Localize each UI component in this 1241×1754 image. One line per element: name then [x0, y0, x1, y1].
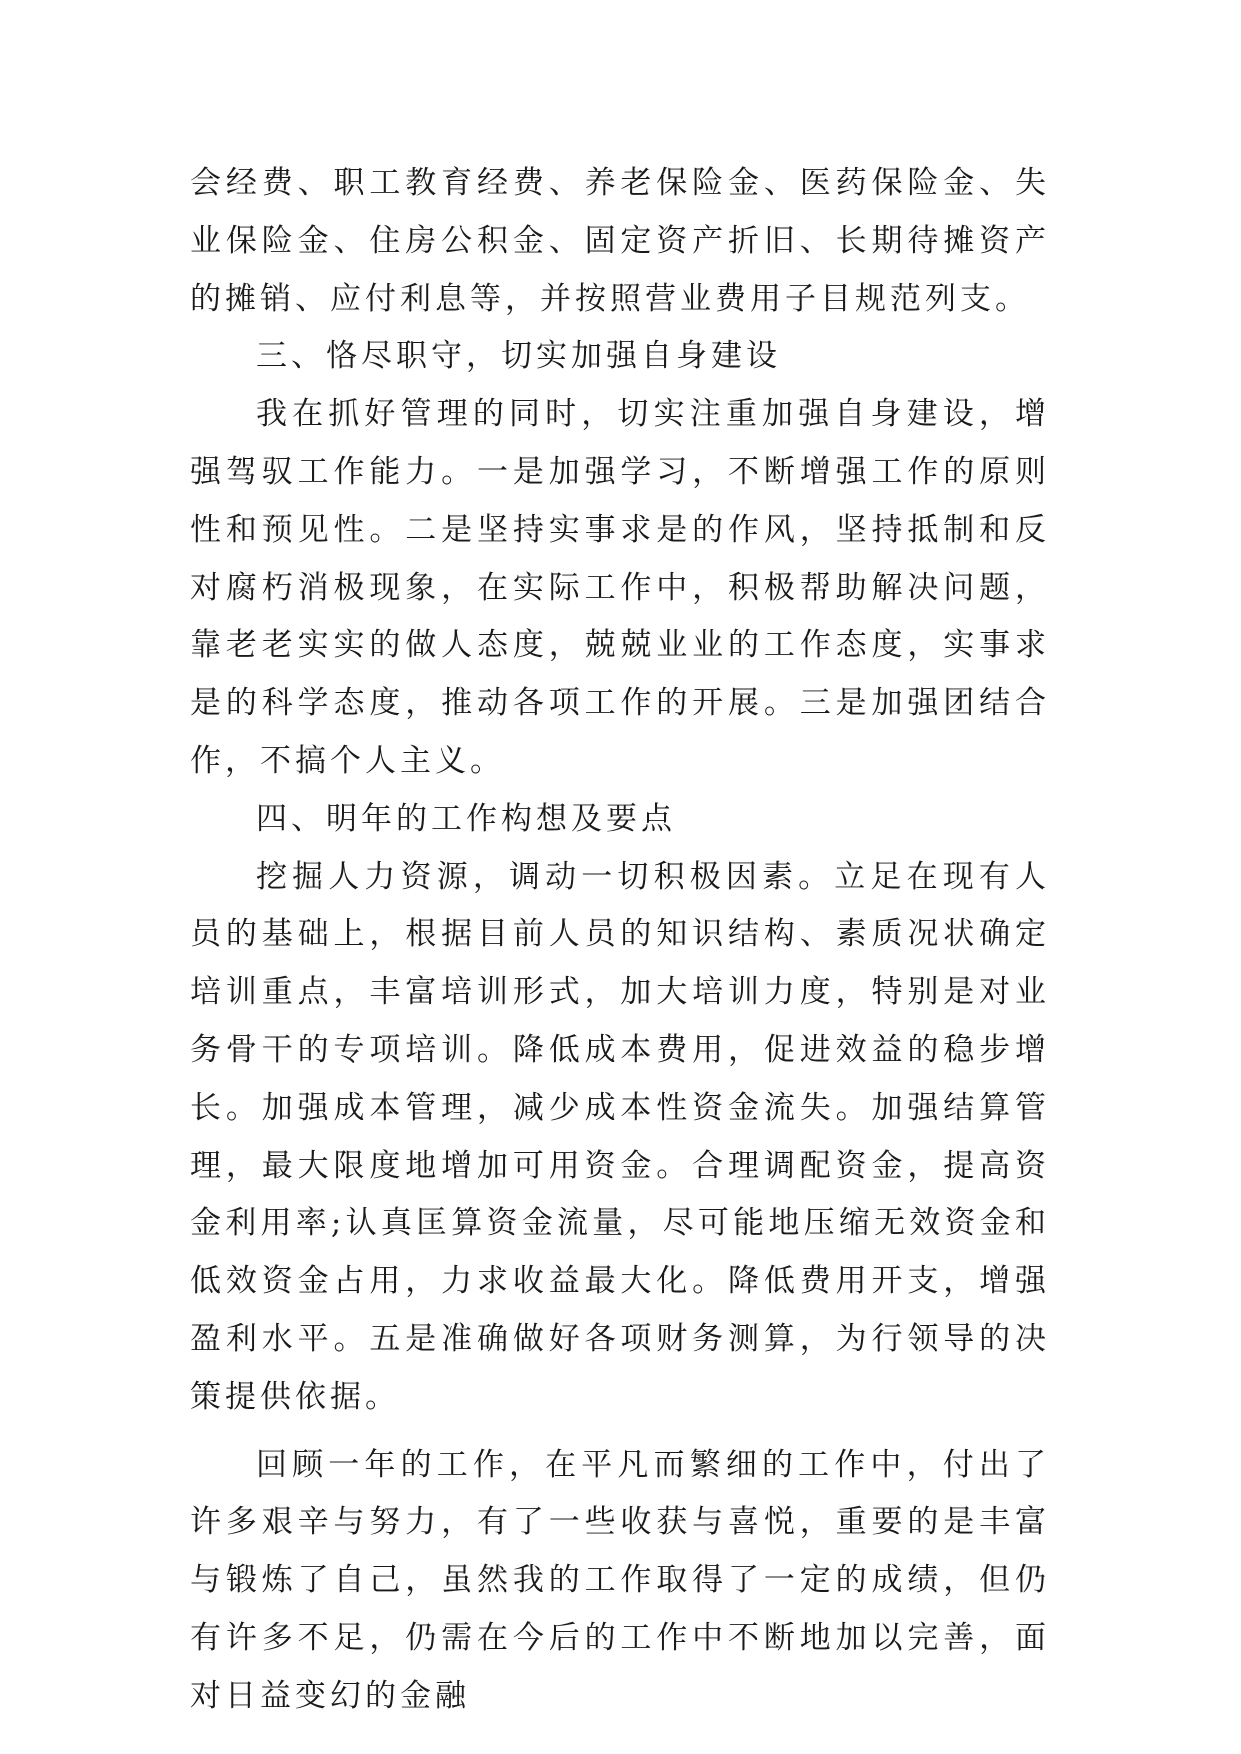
paragraph-review: 回顾一年的工作，在平凡而繁细的工作中，付出了许多艰辛与努力，有了一些收获与喜悦，重要的是丰富与锻炼了自己，虽然我的工作取得了一定的成绩，但仍有许多不足，仍需在今后的工作中不断地加以完善，面对日益变幻的金融: [190, 1446, 1050, 1714]
paragraph-continuation: 会经费、职工教育经费、养老保险金、医药保险金、失业保险金、住房公积金、固定资产折旧、长期待摊资产的摊销、应付利息等，并按照营业费用子目规范列支。: [190, 165, 1050, 317]
paragraph-self-development: 我在抓好管理的同时，切实注重加强自身建设，增强驾驭工作能力。一是加强学习，不断增强工作的原则性和预见性。二是坚持实事求是的作风，坚持抵制和反对腐朽消极现象，在实际工作中，积极帮助解决问题，靠老老实实的做人态度，兢兢业业的工作态度，实事求是的科学态度，推动各项工作的开展。三是加强团结合作，不搞个人主义。: [190, 396, 1050, 779]
paragraph-work-plan: 挖掘人力资源，调动一切积极因素。立足在现有人员的基础上，根据目前人员的知识结构、素质况状确定培训重点，丰富培训形式，加大培训力度，特别是对业务骨干的专项培训。降低成本费用，促进效益的稳步增长。加强成本管理，减少成本性资金流失。加强结算管理，最大限度地增加可用资金。合理调配资金，提高资金利用率;认真匡算资金流量，尽可能地压缩无效资金和低效资金占用，力求收益最大化。降低费用开支，增强盈利水平。五是准确做好各项财务测算，为行领导的决策提供依据。: [190, 858, 1050, 1415]
section-heading-4: 四、明年的工作构想及要点: [256, 800, 676, 837]
section-heading-3: 三、恪尽职守，切实加强自身建设: [256, 338, 781, 375]
document-body: [190, 155, 1050, 1726]
